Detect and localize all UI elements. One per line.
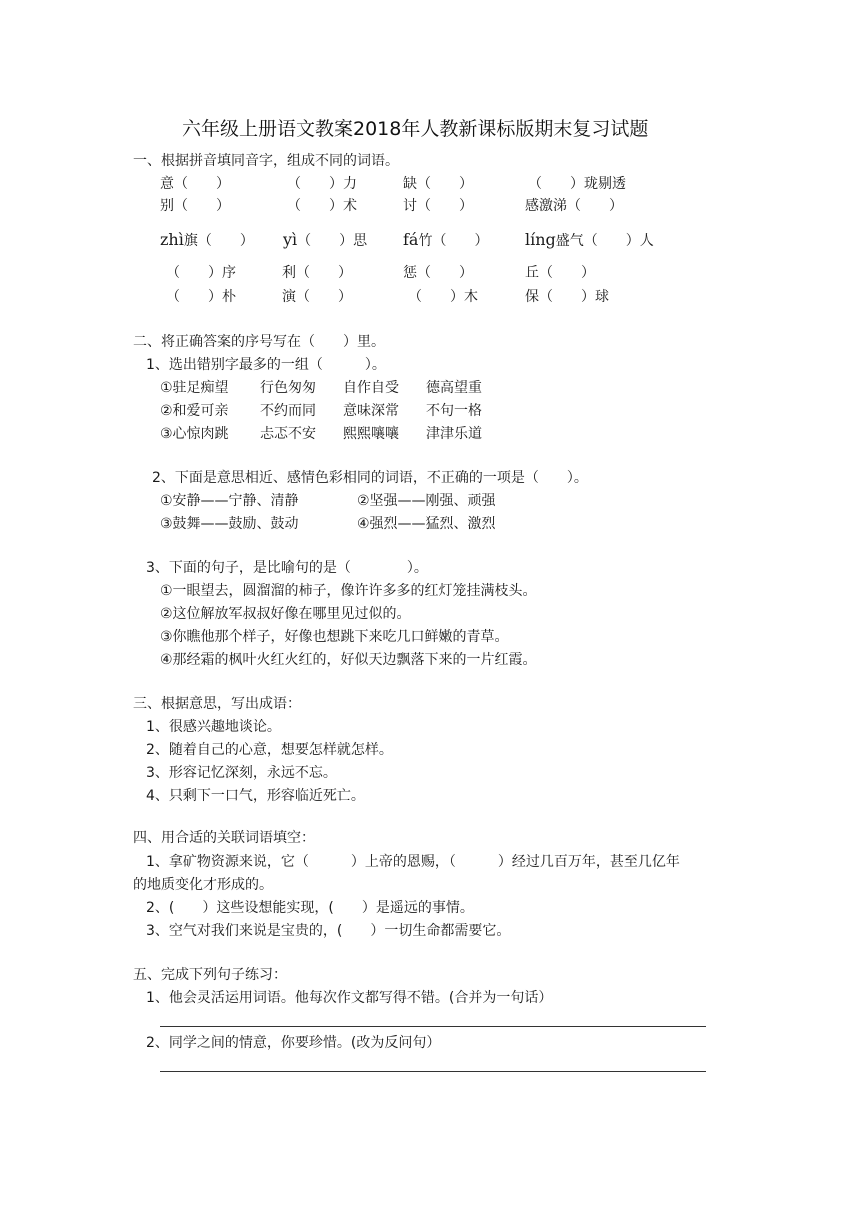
s2-q3-opt: ④那经霜的枫叶火红火红的，好似天边飘落下来的一片红霞。 (160, 652, 537, 668)
pinyin: yì (283, 230, 298, 249)
s1-r2-c3: 讨（ ） (403, 198, 473, 214)
s2-q1-opt: 津津乐道 (426, 426, 482, 442)
s3-item: 4、只剩下一口气，形容临近死亡。 (146, 788, 365, 804)
s1-r2-c2: （ ）术 (287, 198, 357, 214)
s1-r5-c4: 保（ ）球 (525, 289, 609, 305)
s2-q3-opt: ②这位解放军叔叔好像在哪里见过似的。 (160, 606, 411, 622)
s1-r4-c1: （ ）序 (166, 265, 236, 281)
s1-r2-c4: 感激涕（ ） (525, 198, 623, 214)
s2-q1-opt: 德高望重 (426, 380, 482, 396)
s3-item: 1、很感兴趣地谈论。 (146, 719, 281, 735)
s1-r1-c2: （ ）力 (287, 176, 357, 192)
s1-r5-c2: 演（ ） (282, 289, 352, 305)
s1-r5-c1: （ ）朴 (166, 289, 236, 305)
s1-r1-c3: 缺（ ） (403, 176, 473, 192)
s4-item-2: 2、( ）这些设想能实现，( ）是遥远的事情。 (146, 900, 474, 916)
s2-q1-opt: ③心惊肉跳 (160, 426, 229, 442)
s1-r5-c3: （ ）木 (408, 289, 478, 305)
pinyin: líng (525, 230, 556, 249)
answer-line-1 (160, 1026, 706, 1027)
s1-r4-c3: 惩（ ） (403, 265, 473, 281)
s1-r3-c2 (283, 231, 367, 250)
s1-r3-c1 (160, 231, 254, 250)
s5-item-2: 2、同学之间的情意，你要珍惜。(改为反问句） (146, 1035, 441, 1051)
blank-text: 竹（ ） (418, 233, 489, 249)
s1-r1-c1: 意（ ） (160, 176, 230, 192)
s1-r4-c2: 利（ ） (282, 265, 352, 281)
answer-line-2 (160, 1071, 706, 1072)
s2-q1-opt: 不约而同 (260, 403, 316, 419)
s2-q1-opt: 忐忑不安 (260, 426, 316, 442)
s2-question-2: 2、下面是意思相近、感情色彩相同的词语，不正确的一项是（ ）。 (152, 470, 588, 486)
s2-q3-opt: ①一眼望去，圆溜溜的柿子，像许许多多的红灯笼挂满枝头。 (160, 583, 537, 599)
s2-q2-opt: ②坚强——刚强、顽强 (357, 493, 496, 509)
s2-q1-opt: 意味深常 (343, 403, 399, 419)
s2-q2-opt: ①安静——宁静、清静 (160, 493, 299, 509)
s1-r2-c1: 别（ ） (160, 198, 230, 214)
s2-question-1: 1、选出错别字最多的一组（ ）。 (146, 357, 386, 373)
s2-q1-opt: 熙熙嚷嚷 (343, 426, 399, 442)
s1-r1-c4: （ ）珑剔透 (528, 176, 626, 192)
s5-item-1: 1、他会灵活运用词语。他每次作文都写得不错。(合并为一句话） (146, 990, 553, 1006)
s4-item-1-cont: 的地质变化才形成的。 (133, 877, 273, 893)
s2-q1-opt: ①驻足痴望 (160, 380, 229, 396)
s1-r3-c4 (525, 231, 654, 250)
blank-text: 旗（ ） (183, 233, 254, 249)
blank-text: 盛气（ ）人 (555, 233, 654, 249)
s4-item-1: 1、拿矿物资源来说，它（ ）上帝的恩赐，（ ）经过几百万年，甚至几亿年 (146, 854, 680, 870)
section-4-heading: 四、用合适的关联词语填空： (133, 830, 315, 846)
s2-q1-opt: 自作自受 (343, 380, 399, 396)
s4-item-3: 3、空气对我们来说是宝贵的，( ）一切生命都需要它。 (146, 923, 511, 939)
section-3-heading: 三、根据意思，写出成语： (133, 696, 301, 712)
s2-q1-opt: 不句一格 (426, 403, 482, 419)
s2-q1-opt: 行色匆匆 (260, 380, 316, 396)
s2-q3-opt: ③你瞧他那个样子，好像也想跳下来吃几口鲜嫩的青草。 (160, 629, 509, 645)
blank-text: （ ）思 (297, 233, 368, 249)
pinyin: fá (403, 230, 419, 249)
s2-q1-opt: ②和爱可亲 (160, 403, 229, 419)
document-title: 六年级上册语文教案2018年人教新课标版期末复习试题 (182, 118, 649, 140)
s3-item: 2、随着自己的心意，想要怎样就怎样。 (146, 742, 393, 758)
s1-r4-c4: 丘（ ） (525, 265, 595, 281)
s1-r3-c3 (403, 231, 488, 250)
section-2-heading: 二、将正确答案的序号写在（ ）里。 (133, 334, 385, 350)
s3-item: 3、形容记忆深刻，永远不忘。 (146, 765, 337, 781)
s2-q2-opt: ③鼓舞——鼓励、鼓动 (160, 516, 299, 532)
pinyin: zhì (160, 230, 184, 249)
s2-question-3: 3、下面的句子，是比喻句的是（ ）。 (146, 560, 428, 576)
s2-q2-opt: ④强烈——猛烈、激烈 (357, 516, 496, 532)
section-1-heading: 一、根据拼音填同音字，组成不同的词语。 (133, 153, 399, 169)
section-5-heading: 五、完成下列句子练习： (133, 967, 287, 983)
